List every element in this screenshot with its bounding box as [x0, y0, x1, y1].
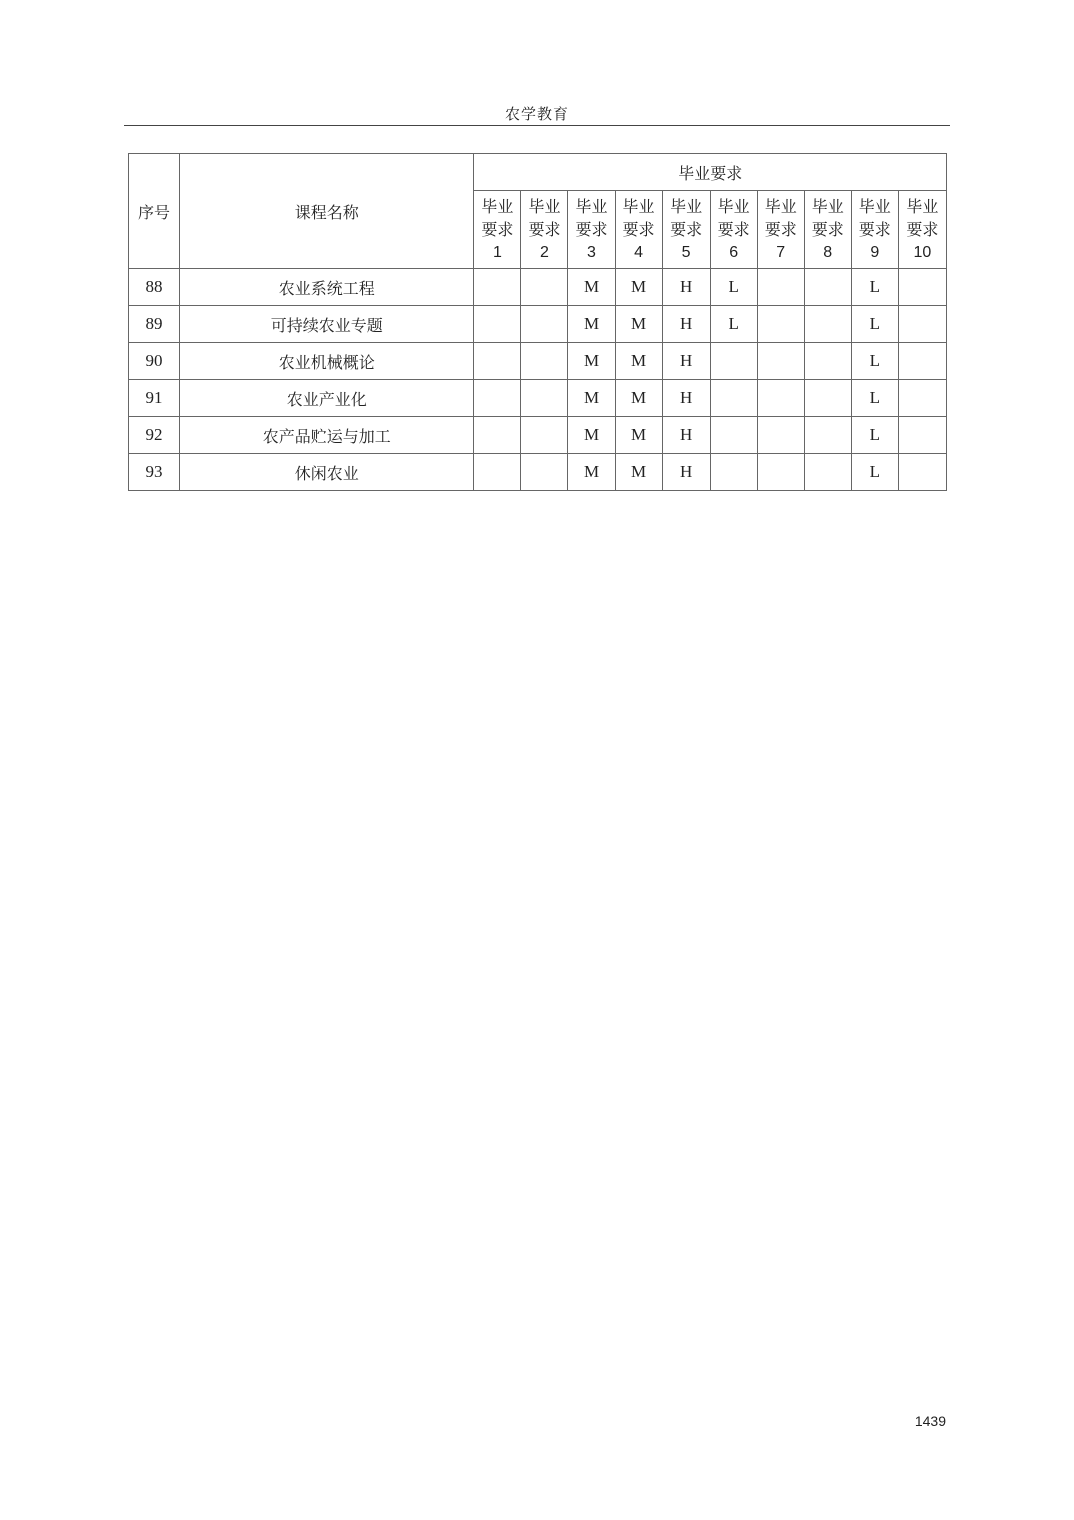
req-mark-cell: [757, 380, 804, 417]
req-header-line2: 要求: [906, 220, 939, 239]
req-mark-cell: [474, 417, 521, 454]
req-mark-cell: L: [851, 306, 898, 343]
req-mark-cell: H: [662, 343, 710, 380]
req-mark-cell: H: [662, 417, 710, 454]
req-mark-cell: [804, 417, 851, 454]
column-header-req-4: [615, 191, 662, 269]
req-header-line2: 要求: [528, 220, 561, 239]
req-header-line1: 毕业: [906, 197, 939, 216]
req-header-line2: 要求: [811, 220, 844, 239]
table-row: [129, 343, 947, 380]
req-header-number: 6: [729, 244, 739, 261]
req-header-number: 3: [587, 244, 596, 261]
req-header-number: 4: [634, 244, 643, 261]
req-mark-cell: [804, 380, 851, 417]
req-mark-cell: [757, 417, 804, 454]
column-header-req-9: [851, 191, 898, 269]
course-name-cell: 农业系统工程: [180, 269, 474, 306]
req-mark-cell: M: [568, 417, 615, 454]
running-header-title: 农学教育: [504, 105, 569, 123]
req-header-number: 7: [776, 244, 786, 261]
column-header-req-8: [804, 191, 851, 269]
column-header-req-6: [710, 191, 757, 269]
req-header-line1: 毕业: [717, 197, 750, 216]
header-divider: [124, 125, 950, 126]
req-header-number: 9: [870, 244, 880, 261]
req-mark-cell: [804, 306, 851, 343]
course-name-cell: 农业产业化: [180, 380, 474, 417]
req-mark-cell: M: [615, 306, 662, 343]
req-mark-cell: [757, 343, 804, 380]
req-header-line1: 毕业: [670, 197, 703, 216]
table-row: [129, 269, 947, 306]
req-header-line1: 毕业: [622, 197, 655, 216]
column-header-req-10: [898, 191, 946, 269]
req-mark-cell: L: [851, 380, 898, 417]
row-index-cell: 93: [129, 454, 180, 491]
table-row: [129, 417, 947, 454]
req-mark-cell: M: [615, 269, 662, 306]
req-mark-cell: [521, 380, 568, 417]
req-mark-cell: [474, 380, 521, 417]
req-header-line2: 要求: [622, 220, 655, 239]
req-mark-cell: L: [710, 306, 757, 343]
req-mark-cell: [898, 269, 946, 306]
column-header-req-5: [662, 191, 710, 269]
req-mark-cell: [521, 454, 568, 491]
req-header-line2: 要求: [481, 220, 514, 239]
req-mark-cell: L: [851, 454, 898, 491]
table-row: [129, 380, 947, 417]
req-mark-cell: [710, 417, 757, 454]
req-header-line1: 毕业: [481, 197, 514, 216]
table-row: [129, 306, 947, 343]
req-mark-cell: H: [662, 306, 710, 343]
course-name-cell: 农产品贮运与加工: [180, 417, 474, 454]
req-mark-cell: [898, 380, 946, 417]
header-row-group: [129, 154, 947, 191]
req-mark-cell: [757, 269, 804, 306]
req-header-line2: 要求: [717, 220, 750, 239]
req-mark-cell: [898, 306, 946, 343]
req-mark-cell: [898, 454, 946, 491]
req-header-number: 5: [681, 244, 691, 261]
req-header-line1: 毕业: [764, 197, 797, 216]
course-name-cell: 休闲农业: [180, 454, 474, 491]
req-header-line1: 毕业: [811, 197, 844, 216]
req-header-number: 8: [823, 244, 833, 261]
req-header-line1: 毕业: [858, 197, 891, 216]
column-group-header: 毕业要求: [474, 154, 947, 191]
req-mark-cell: H: [662, 454, 710, 491]
req-mark-cell: [757, 454, 804, 491]
row-index-cell: 92: [129, 417, 180, 454]
row-index-cell: 91: [129, 380, 180, 417]
req-mark-cell: [521, 306, 568, 343]
req-mark-cell: H: [662, 269, 710, 306]
req-mark-cell: H: [662, 380, 710, 417]
req-mark-cell: M: [615, 343, 662, 380]
req-header-number: 2: [540, 244, 549, 261]
req-mark-cell: M: [568, 269, 615, 306]
req-header-line2: 要求: [670, 220, 703, 239]
req-mark-cell: [521, 269, 568, 306]
req-mark-cell: [757, 306, 804, 343]
column-header-req-2: [521, 191, 568, 269]
req-mark-cell: [710, 380, 757, 417]
column-header-index: 序号: [129, 154, 180, 269]
table-head: [129, 154, 947, 269]
row-index-cell: 89: [129, 306, 180, 343]
req-header-number: 1: [492, 244, 502, 261]
req-mark-cell: [474, 269, 521, 306]
req-header-line2: 要求: [764, 220, 797, 239]
graduation-requirements-table: [128, 153, 947, 491]
req-mark-cell: M: [568, 454, 615, 491]
req-mark-cell: [898, 417, 946, 454]
req-mark-cell: M: [568, 306, 615, 343]
page-number: 1439: [914, 1413, 946, 1429]
req-mark-cell: [710, 343, 757, 380]
req-header-line2: 要求: [575, 220, 608, 239]
req-mark-cell: L: [851, 417, 898, 454]
course-name-cell: 可持续农业专题: [180, 306, 474, 343]
table-body: [129, 269, 947, 491]
req-mark-cell: L: [851, 269, 898, 306]
req-mark-cell: [474, 454, 521, 491]
table-row: [129, 454, 947, 491]
req-header-line2: 要求: [858, 220, 891, 239]
req-header-line1: 毕业: [528, 197, 561, 216]
req-mark-cell: L: [710, 269, 757, 306]
column-header-course: 课程名称: [180, 154, 474, 269]
req-mark-cell: L: [851, 343, 898, 380]
course-name-cell: 农业机械概论: [180, 343, 474, 380]
req-mark-cell: M: [615, 380, 662, 417]
req-mark-cell: M: [615, 417, 662, 454]
req-header-line1: 毕业: [575, 197, 608, 216]
req-mark-cell: [474, 343, 521, 380]
req-mark-cell: M: [568, 343, 615, 380]
req-header-number: 10: [913, 244, 932, 261]
req-mark-cell: [804, 343, 851, 380]
req-mark-cell: M: [568, 380, 615, 417]
req-mark-cell: [804, 269, 851, 306]
req-mark-cell: [474, 306, 521, 343]
column-header-req-7: [757, 191, 804, 269]
row-index-cell: 90: [129, 343, 180, 380]
column-header-req-1: [474, 191, 521, 269]
req-mark-cell: [521, 417, 568, 454]
req-mark-cell: M: [615, 454, 662, 491]
req-mark-cell: [521, 343, 568, 380]
row-index-cell: 88: [129, 269, 180, 306]
req-mark-cell: [710, 454, 757, 491]
column-header-req-3: [568, 191, 615, 269]
req-mark-cell: [804, 454, 851, 491]
req-mark-cell: [898, 343, 946, 380]
